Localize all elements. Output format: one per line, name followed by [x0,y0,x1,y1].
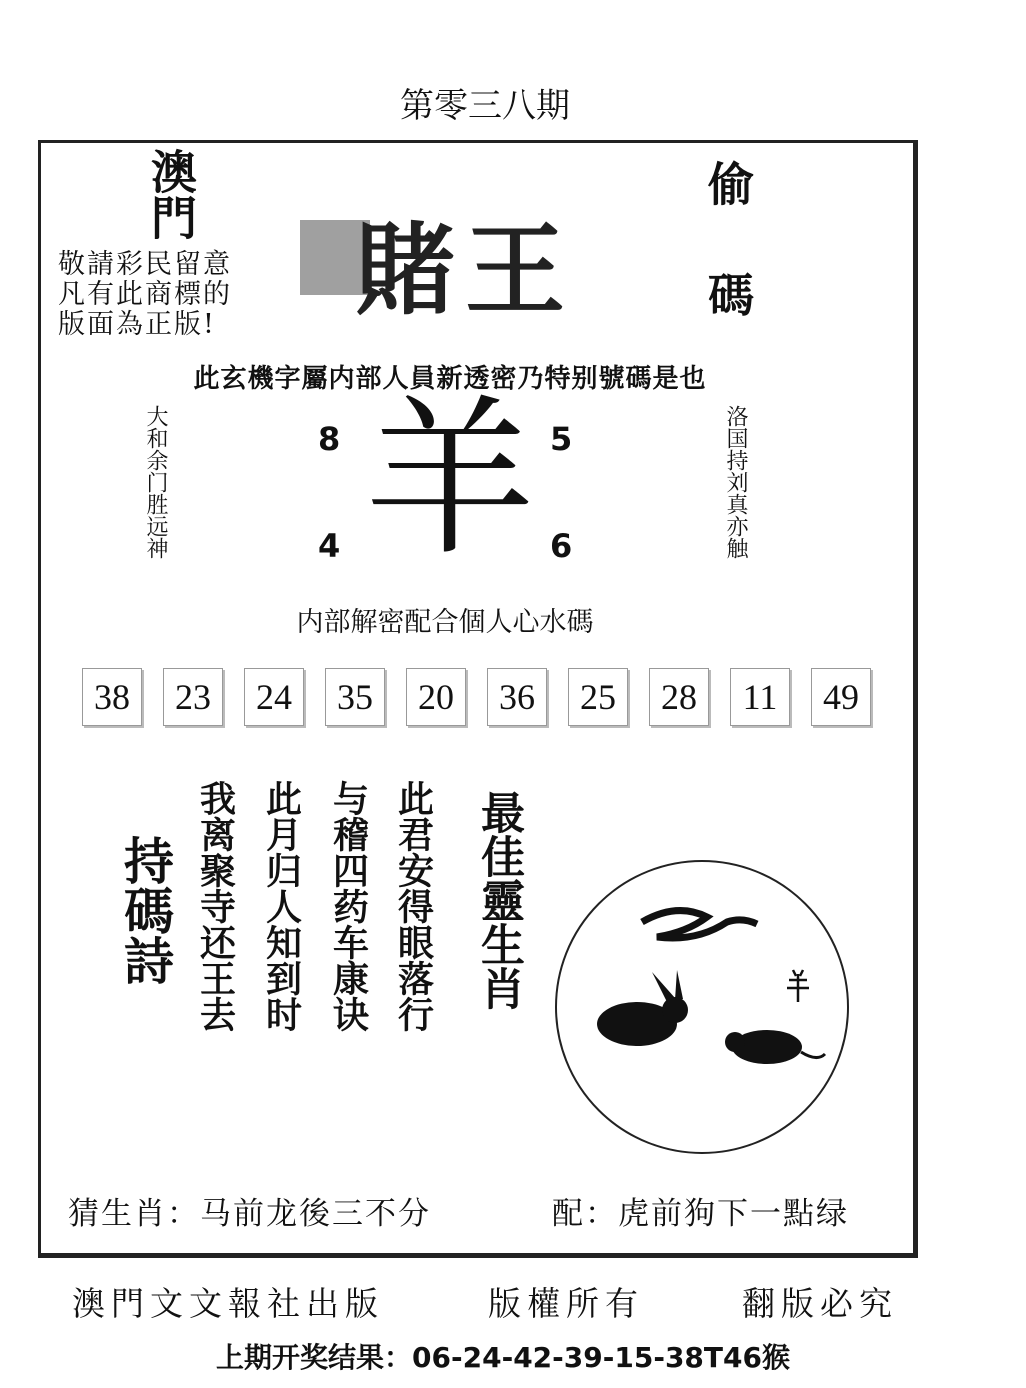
number-box: 23 [163,668,223,726]
goat-calligraphy-icon [787,970,809,1002]
publisher: 澳門文文報社出版 [72,1284,384,1323]
authenticity-notice [58,250,232,340]
poem-column: 我离聚寺还王去 [194,780,236,1032]
hint-text: 内部解密配合個人心水碼 [296,607,594,638]
left-hint-column: 大和余门胜远神 [143,405,168,559]
last-result: 上期开奖结果：06-24-42-39-15-38T46猴 [216,1341,790,1374]
rights-reserved: 版權所有 [488,1284,644,1323]
zodiac-illustration [555,860,849,1154]
featured-zodiac: 羊 [364,381,535,579]
number-bottom-left: 4 [318,527,341,565]
number-box: 38 [82,668,142,726]
copy-warning: 翻版必究 [742,1284,898,1323]
brand-logo [300,190,590,329]
pair-hint: 配：虎前狗下一點绿 [552,1196,849,1232]
best-zodiac-label: 最佳靈生肖 [473,790,524,1010]
number-box: 24 [244,668,304,726]
notice-line: 敬請彩民留意 [58,249,232,280]
number-box: 35 [325,668,385,726]
number-box: 28 [649,668,709,726]
poem-column: 与稽四药车康诀 [327,780,369,1032]
side-label-right: 偷碼 [701,160,755,382]
number-box: 36 [487,668,547,726]
number-box: 11 [730,668,790,726]
number-bottom-right: 6 [550,527,573,565]
rabbit-icon [597,970,688,1046]
side-label-left: 澳門 [144,148,198,240]
number-top-right: 5 [550,420,573,458]
notice-line: 版面為正版! [58,309,216,340]
tagline: 此玄機字屬内部人員新透密乃特别號碼是也 [193,364,707,394]
guess-zodiac: 猜生肖：马前龙後三不分 [68,1196,431,1232]
poem-column: 此月归人知到时 [260,780,302,1032]
brand-title: 賭王 [355,212,575,329]
number-top-left: 8 [318,420,341,458]
snake-icon [642,911,757,938]
number-box: 49 [811,668,871,726]
issue-title: 第零三八期 [400,86,570,126]
number-box: 20 [406,668,466,726]
right-hint-column: 洛国持刘真亦触 [723,405,748,559]
number-box: 25 [568,668,628,726]
notice-line: 凡有此商標的 [58,279,232,310]
poem-title: 持碼詩 [116,835,175,985]
poem-column: 此君安得眼落行 [392,780,434,1032]
rat-icon [725,1030,825,1064]
